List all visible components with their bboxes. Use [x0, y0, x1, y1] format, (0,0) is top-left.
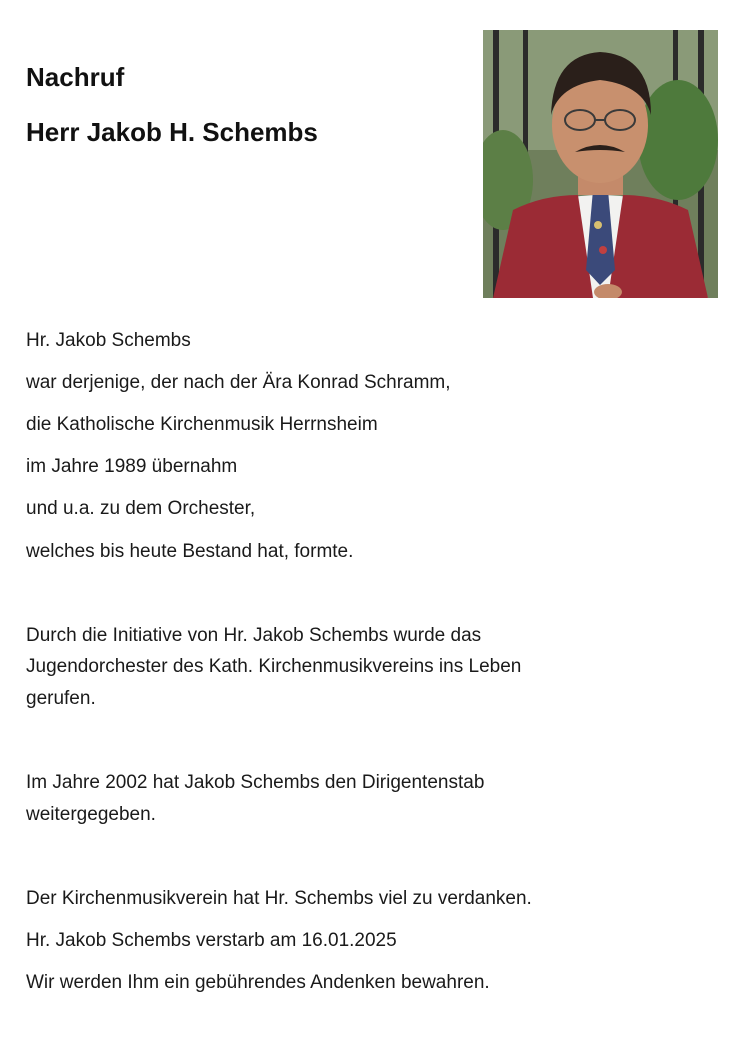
- portrait-photo: [483, 30, 718, 298]
- obituary-line: und u.a. zu dem Orchester,: [26, 498, 256, 519]
- obituary-line: war derjenige, der nach der Ära Konrad Schramm,: [26, 372, 451, 393]
- obituary-line: im Jahre 1989 übernahm: [26, 456, 238, 477]
- obituary-line: gerufen.: [26, 688, 96, 709]
- obituary-line: Im Jahre 2002 hat Jakob Schembs den Dirigentenstab: [26, 772, 485, 793]
- obituary-line: Durch die Initiative von Hr. Jakob Schembs wurde das: [26, 625, 482, 646]
- obituary-line: Hr. Jakob Schembs verstarb am 16.01.2025: [26, 930, 397, 951]
- obituary-line: Der Kirchenmusikverein hat Hr. Schembs viel zu verdanken.: [26, 888, 532, 909]
- page-title: Nachruf: [26, 62, 125, 92]
- obituary-line: weitergegeben.: [26, 804, 156, 825]
- obituary-line: Wir werden Ihm ein gebührendes Andenken bewahren.: [26, 972, 490, 993]
- deceased-name: Herr Jakob H. Schembs: [26, 117, 318, 147]
- obituary-line: die Katholische Kirchenmusik Herrnsheim: [26, 414, 378, 435]
- obituary-line: Jugendorchester des Kath. Kirchenmusikvereins ins Leben: [26, 656, 522, 677]
- portrait-illustration: [483, 30, 718, 298]
- obituary-line: Hr. Jakob Schembs: [26, 330, 191, 351]
- obituary-line: welches bis heute Bestand hat, formte.: [26, 541, 354, 562]
